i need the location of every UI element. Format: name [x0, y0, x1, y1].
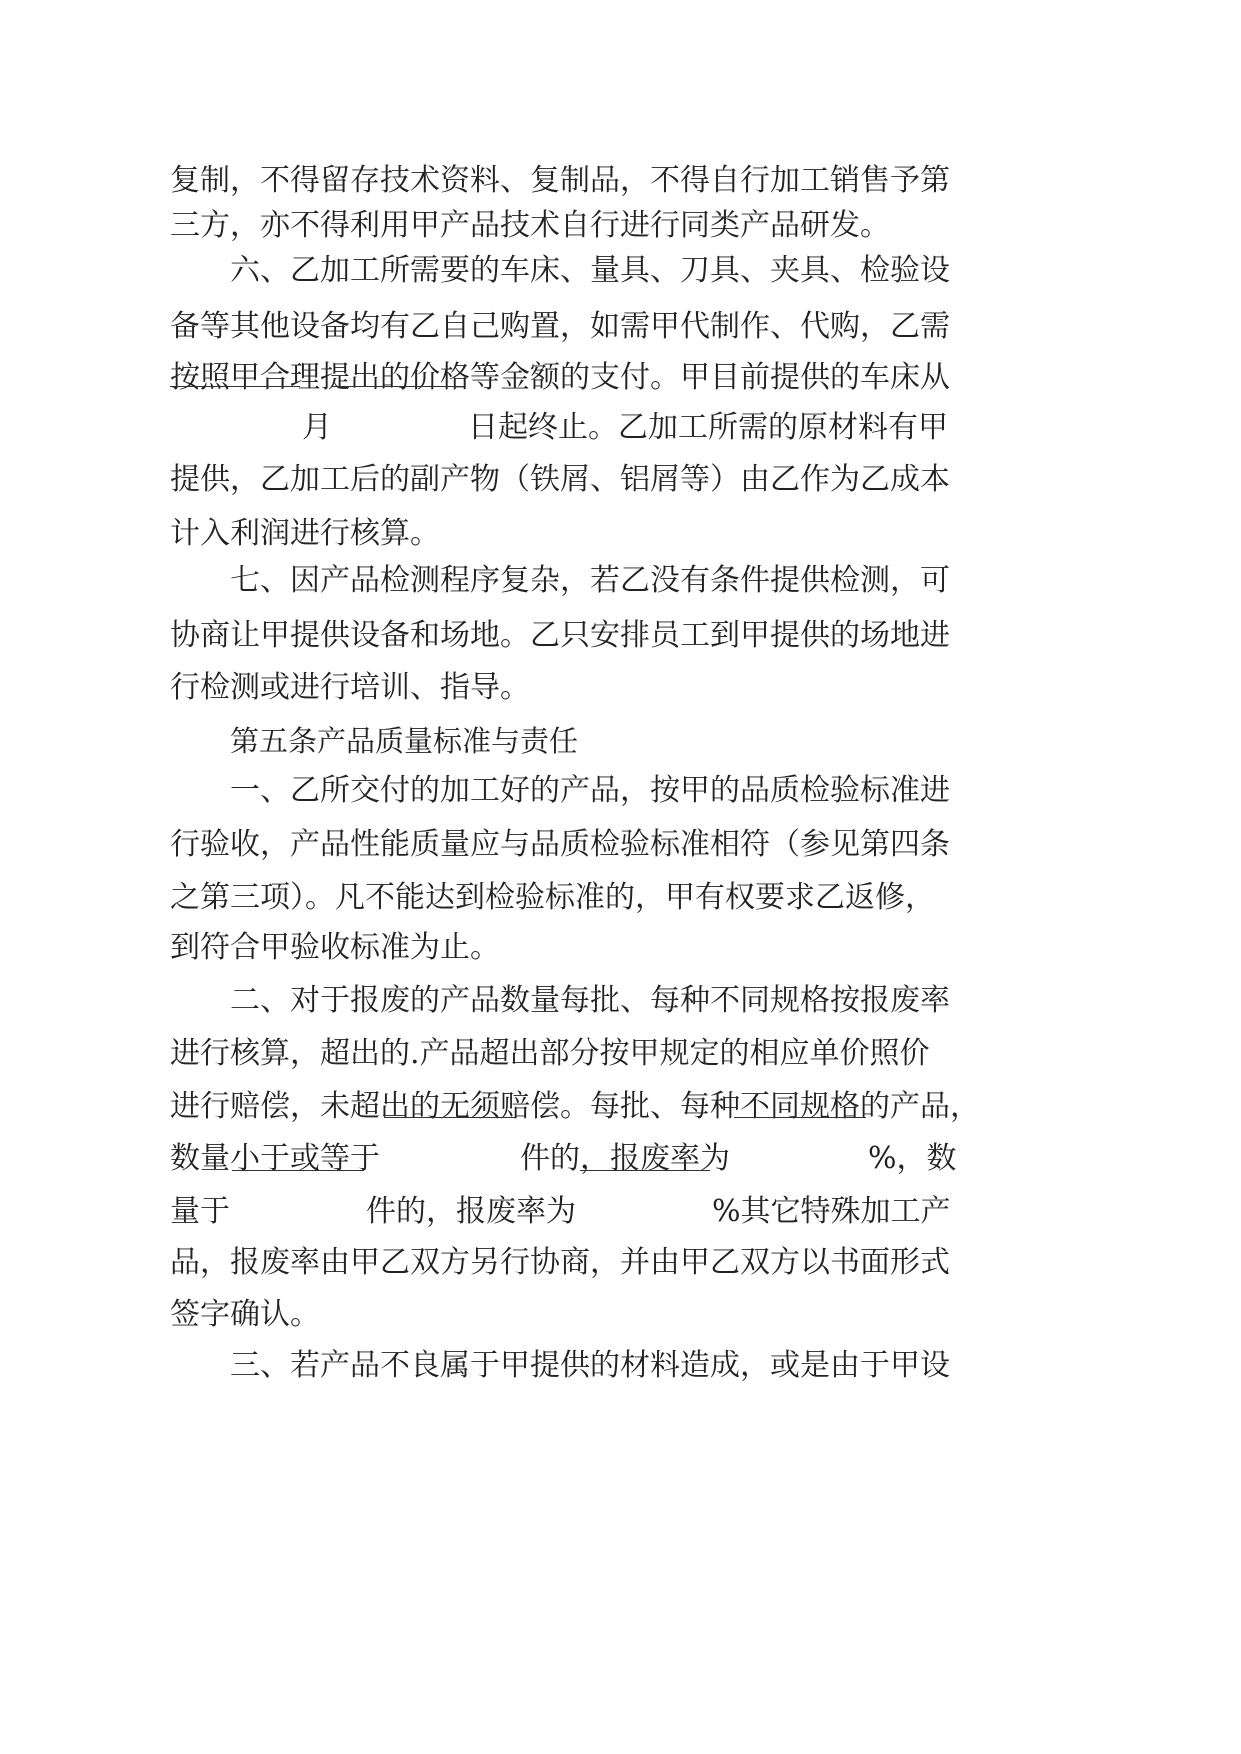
text-segment: 数量小于或等于 — [170, 1141, 380, 1176]
text-segment: 行验收，产品性能质量应与品质检验标准相符（参见第四条 — [170, 827, 950, 862]
text-segment: 复制，不得留存技术资料、复制品，不得自行加工销售予第 — [170, 163, 950, 198]
text-segment: 品，报废率由甲乙双方另行协商，并由甲乙双方以书面形式 — [170, 1245, 950, 1280]
text-line — [0, 1287, 1241, 1343]
text-line — [0, 400, 1241, 456]
text-segment: 件的，报废率为 — [520, 1141, 730, 1176]
text-segment: 签字确认。 — [170, 1297, 320, 1332]
text-line — [0, 763, 1241, 819]
text-segment: 协商让甲提供设备和场地。乙只安排员工到甲提供的场地进 — [170, 618, 950, 653]
text-segment: 备等其他设备均有乙自己购置，如需甲代制作、代购，乙需 — [170, 309, 950, 344]
text-segment: 六、乙加工所需要的车床、量具、刀具、夹具、检验设 — [230, 253, 950, 288]
heading-text: 第五条产品质量标准与责任 — [230, 724, 579, 758]
text-segment: 二、对于报废的产品数量每批、每种不同规格按报废率 — [230, 983, 950, 1018]
text-line — [0, 1026, 1241, 1082]
text-segment: 进行赔偿，未超出的无须赔偿。每批、每种不同规格的产品， — [170, 1089, 980, 1124]
text-line — [0, 1338, 1241, 1394]
section-heading — [0, 713, 1241, 769]
text-segment: 按照甲合理提出的价格等金额的支付。甲目前提供的车床从 — [170, 360, 950, 395]
text-segment: 量于 — [170, 1194, 230, 1229]
text-line — [0, 1131, 1241, 1187]
text-line — [0, 973, 1241, 1029]
text-segment: 日起终止。乙加工所需的原材料有甲 — [468, 410, 948, 445]
text-line — [0, 817, 1241, 873]
text-segment: 行检测或进行培训、指导。 — [170, 670, 530, 705]
text-segment: 之第三项）。凡不能达到检验标准的，甲有权要求乙返修， — [170, 880, 935, 915]
text-line — [0, 608, 1241, 664]
text-segment: 件的，报废率为 — [366, 1194, 576, 1229]
text-line — [0, 350, 1241, 406]
text-segment: 提供，乙加工后的副产物（铁屑、铝屑等）由乙作为乙成本 — [170, 462, 950, 497]
text-segment: 三方，亦不得利用甲产品技术自行进行同类产品研发。 — [170, 208, 890, 243]
text-line — [0, 870, 1241, 926]
text-segment: %其它特殊加工产 — [712, 1194, 951, 1229]
text-segment: %，数 — [868, 1141, 957, 1176]
text-line — [0, 553, 1241, 609]
text-line — [0, 299, 1241, 355]
text-segment: 到符合甲验收标准为止。 — [170, 930, 500, 965]
text-line — [0, 1235, 1241, 1291]
text-segment: 七、因产品检测程序复杂，若乙没有条件提供检测，可 — [230, 563, 950, 598]
text-segment: 一、乙所交付的加工好的产品，按甲的品质检验标准进 — [230, 773, 950, 808]
text-line — [0, 920, 1241, 976]
text-segment: 月 — [302, 410, 332, 445]
text-line — [0, 243, 1241, 299]
text-segment: 计入利润进行核算。 — [170, 516, 440, 551]
text-line — [0, 1079, 1241, 1135]
text-line — [0, 1184, 1241, 1240]
text-line — [0, 452, 1241, 508]
text-segment: 进行核算，超出的.产品超出部分按甲规定的相应单价照价 — [170, 1036, 930, 1071]
text-line — [0, 660, 1241, 716]
text-segment: 三、若产品不良属于甲提供的材料造成，或是由于甲设 — [230, 1348, 950, 1383]
